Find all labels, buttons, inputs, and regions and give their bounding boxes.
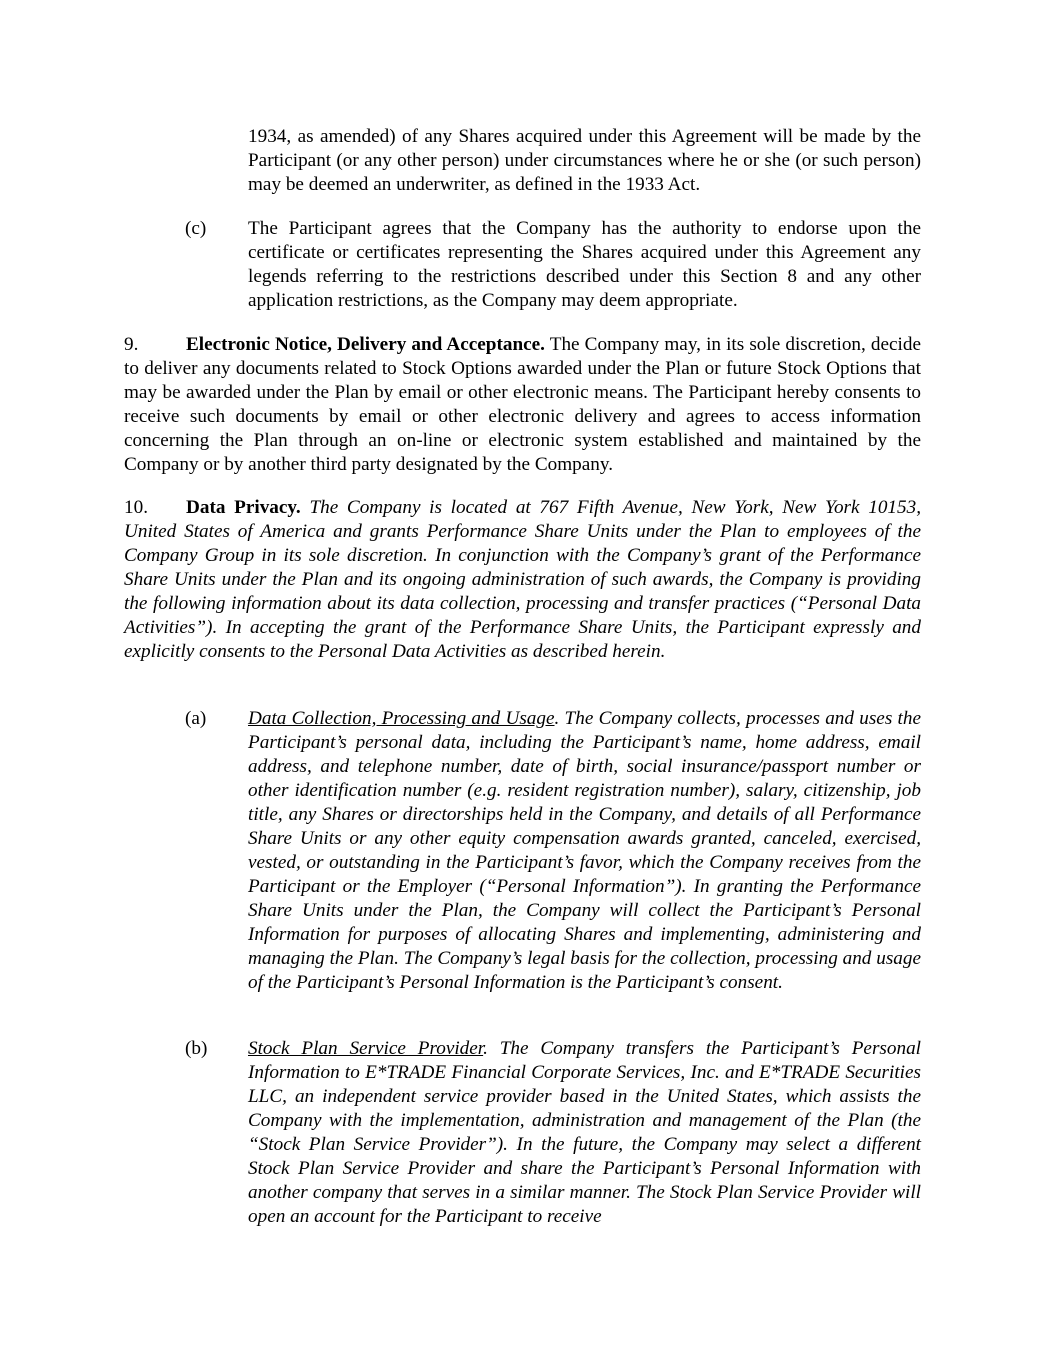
item-10a-marker: (a) [185, 708, 207, 729]
continuation-paragraph: 1934, as amended) of any Shares acquired under this Agreement will be made by the Participant (or any other person) under circumstances where he or she (or such person) may be deemed an underwriter, as defined in the 1933 Act. [248, 126, 921, 195]
item-c-marker: (c) [185, 218, 207, 239]
item-10b-paragraph [248, 1037, 921, 1229]
section-10-number: 10. [124, 497, 148, 518]
section-10-heading: Data Privacy. [186, 497, 301, 518]
section-10-paragraph [124, 496, 921, 664]
section-9-number: 9. [124, 334, 139, 355]
section-9-paragraph [124, 333, 921, 477]
item-c-paragraph: The Participant agrees that the Company has the authority to endorse upon the certificate or certificates representing the Shares acquired under this Agreement any legends referring to the restrictions described under this Section 8 and any other application restrictions, as the Company may deem appropriate. [248, 218, 921, 311]
section-10-text: The Company is located at 767 Fifth Avenue, New York, New York 10153, United States of America and grants Performance Share Units under the Plan to employees of the Company Group in its sole discretion. In conjunction with the Company’s grant of the Performance Share Units under the Plan and its ongoing administration of such awards, the Company is providing the following information about its data collection, processing and transfer practices (“Personal Data Activities”). In accepting the grant of the Performance Share Units, the Participant expressly and explicitly consents to the Personal Data Activities as described herein. [124, 497, 921, 662]
item-10a-title: Data Collection, Processing and Usage [248, 708, 555, 729]
item-10a-text: . The Company collects, processes and uses the Participant’s personal data, including the Participant’s name, home address, email address, and telephone number, date of birth, social insurance/passport number or other identification number (e.g. resident registration number), salary, citizenship, job title, any Shares or directorships held in the Company, and details of all Performance Share Units or any other equity compensation awards granted, canceled, exercised, vested, or outstanding in the Participant’s favor, which the Company receives from the Participant or the Employer (“Personal Information”). In granting the Performance Share Units under the Plan, the Company will collect the Participant’s Personal Information for purposes of allocating Shares and implementing, administering and managing the Plan. The Company’s legal basis for the collection, processing and usage of the Participant’s Personal Information is the Participant’s consent. [248, 708, 921, 993]
item-10b-text: . The Company transfers the Participant’s Personal Information to E*TRADE Financial Corporate Services, Inc. and E*TRADE Securities LLC, an independent service provider based in the United States, which assists the Company with the implementation, administration and management of the Plan (the “Stock Plan Service Provider”). In the future, the Company may select a different Stock Plan Service Provider and share the Participant’s Personal Information with another company that serves in a similar manner. The Stock Plan Service Provider will open an account for the Participant to receive [248, 1038, 921, 1227]
item-10b-title: Stock Plan Service Provider [248, 1038, 484, 1059]
section-9-text: The Company may, in its sole discretion, decide to deliver any documents related to Stock Options awarded under the Plan or future Stock Options that may be awarded under the Plan by email or other electronic means. The Participant hereby consents to receive such documents by email or other electronic delivery and agrees to access information concerning the Plan through an on-line or electronic system established and maintained by the Company or by another third party designated by the Company. [124, 334, 921, 475]
item-10a-paragraph [248, 707, 921, 995]
section-9-heading: Electronic Notice, Delivery and Acceptance. [186, 334, 545, 355]
item-10b-marker: (b) [185, 1038, 208, 1059]
